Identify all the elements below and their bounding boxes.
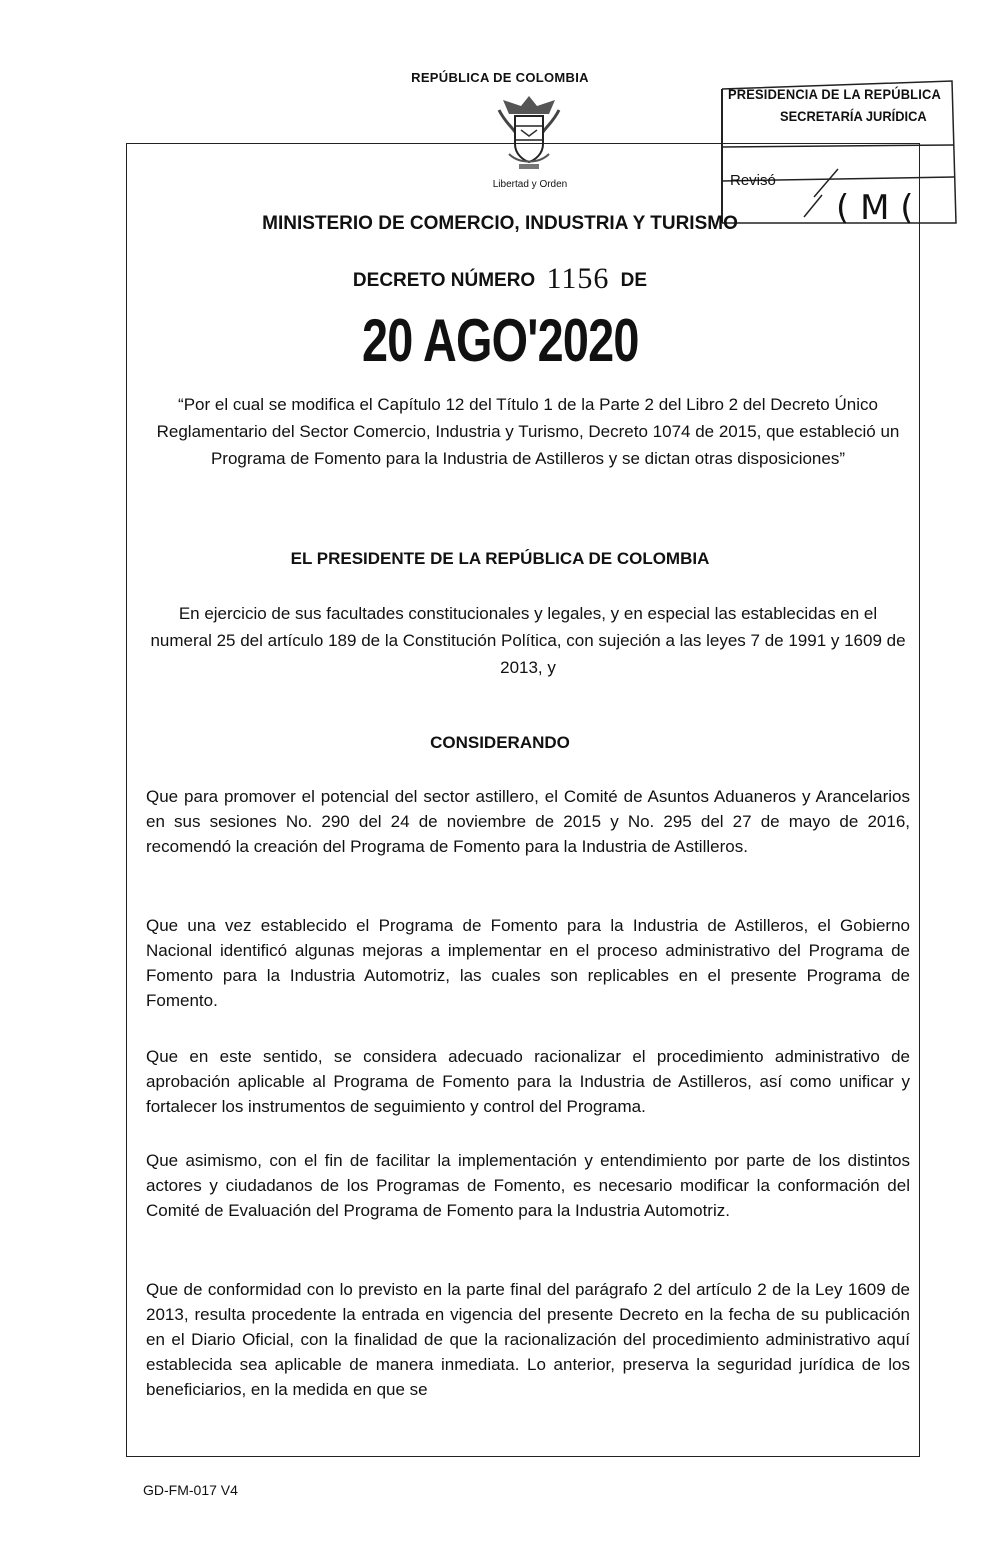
decree-label: DECRETO NÚMERO: [352, 270, 536, 291]
faculties-text: En ejercicio de sus facultades constitucionales y legales, y en especial las establecidas en el numeral 25 del artículo 189 de la Constitución Política, con sujeción a las leyes 7 de 1991 y 1609 de 2013, y: [150, 604, 906, 677]
considering-paragraph: Que de conformidad con lo previsto en la parte final del parágrafo 2 del artículo 2 de la Ley 1609 de 2013, resulta procedente la entrada en vigencia del presente Decreto en la fecha de su publicación en el Diario Oficial, con la finalidad de que la racionalización del procedimiento administrativo aquí establecida sea aplicable de manera inmediata. Lo anterior, preserva la seguridad jurídica de los beneficiarios, en la medida en que se: [146, 1280, 910, 1399]
country-heading: REPÚBLICA DE COLOMBIA: [411, 70, 589, 85]
decree-date: 20 AGO'2020: [361, 307, 639, 374]
president-heading: EL PRESIDENTE DE LA REPÚBLICA DE COLOMBIA: [290, 549, 710, 568]
decree-date-stamp: [0, 306, 1000, 375]
ministry-heading: MINISTERIO DE COMERCIO, INDUSTRIA Y TURISMO: [262, 213, 738, 234]
stamp-line-presidencia: PRESIDENCIA DE LA REPÚBLICA: [728, 86, 941, 102]
form-code: GD-FM-017 V4: [143, 1482, 238, 1498]
decree-number: 1156: [546, 262, 610, 295]
considering-paragraph: Que una vez establecido el Programa de Fomento para la Industria de Astilleros, el Gobierno Nacional identificó algunas mejoras a implementar en el proceso administrativo del Programa de Fomento para la Industria Automotriz, las cuales son replicables en el presente Programa de Fomento.: [146, 916, 910, 1010]
decree-number-line: [0, 262, 1000, 296]
considering-paragraph: Que asimismo, con el fin de facilitar la implementación y entendimiento por parte de los distintos actores y ciudadanos de los Programas de Fomento, es necesario modificar la conformación del Comité de Evaluación del Programa de Fomento para la Industria Automotriz.: [146, 1151, 910, 1220]
stamp-initials: ( M (: [836, 188, 914, 228]
decree-title: “Por el cual se modifica el Capítulo 12 del Título 1 de la Parte 2 del Libro 2 del Decreto Único Reglamentario del Sector Comercio, Industria y Turismo, Decreto 1074 de 2015, que estableció un Programa de Fomento para la Industria de Astilleros y se dictan otras disposiciones”: [156, 395, 900, 468]
stamp-line-secretaria: SECRETARÍA JURÍDICA: [780, 108, 927, 124]
stamp-reviso-label: Revisó: [730, 172, 776, 189]
motto: Libertad y Orden: [492, 179, 568, 190]
considerando-heading: CONSIDERANDO: [430, 733, 570, 752]
decree-label-de: DE: [620, 270, 648, 291]
considering-paragraph: Que en este sentido, se considera adecuado racionalizar el procedimiento administrativo de aprobación aplicable al Programa de Fomento para la Industria de Astilleros, así como unificar y fortalecer los instrumentos de seguimiento y control del Programa.: [146, 1047, 910, 1116]
considering-paragraph: Que para promover el potencial del sector astillero, el Comité de Asuntos Aduaneros y Arancelarios en sus sesiones No. 290 del 24 de noviembre de 2015 y No. 295 del 27 de mayo de 2016, recomendó la creación del Programa de Fomento para la Industria de Astilleros.: [146, 787, 910, 856]
